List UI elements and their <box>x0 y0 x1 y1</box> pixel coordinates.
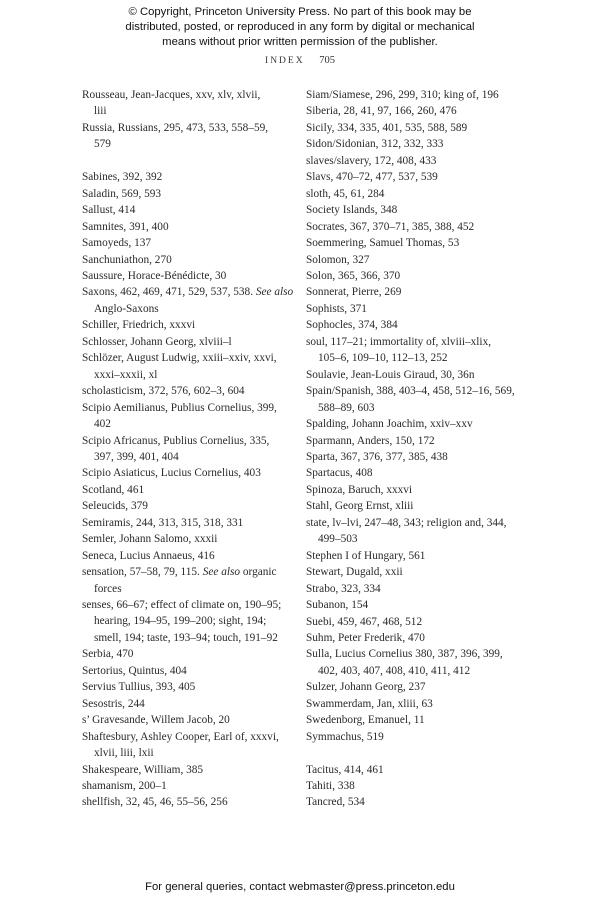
index-entry-line: Rousseau, Jean-Jacques, xxv, xlv, xlvii, <box>82 89 261 101</box>
index-entry <box>306 120 536 136</box>
index-entry-line: Shakespeare, William, 385 <box>82 763 204 776</box>
index-entry-line: Scipio Aemilianus, Publius Cornelius, 399, <box>82 401 277 414</box>
index-entry-continuation: 402 <box>94 418 111 431</box>
index-entry <box>82 87 312 120</box>
index-entry-continuation: xxxi–xxxii, xl <box>94 368 158 381</box>
index-entry-line: Subanon, 154 <box>306 599 369 612</box>
index-entry-line: Sophocles, 374, 384 <box>306 319 398 332</box>
index-entry <box>306 416 536 432</box>
index-entry <box>306 597 536 613</box>
index-entry-line: Soemmering, Samuel Thomas, 53 <box>306 237 460 250</box>
index-entry-line: Symmachus, 519 <box>306 730 384 743</box>
index-entry <box>82 186 312 202</box>
entry-text: organic <box>240 566 277 579</box>
index-entry-line: Spartacus, 408 <box>306 467 373 480</box>
index-entry-line: Slavs, 470–72, 477, 537, 539 <box>306 171 438 184</box>
index-entry-continuation: smell, 194; taste, 193–94; touch, 191–92 <box>94 631 278 644</box>
index-entry-line: Spinoza, Baruch, xxxvi <box>306 483 413 496</box>
index-entry <box>306 449 536 465</box>
see-also-label: See also <box>202 566 241 579</box>
index-entry-line: Sicily, 334, 335, 401, 535, 588, 589 <box>306 121 468 134</box>
index-entry <box>306 729 536 745</box>
index-entry <box>306 87 536 103</box>
index-entry <box>306 202 536 218</box>
index-entry <box>306 548 536 564</box>
index-entry-line: slaves/slavery, 172, 408, 433 <box>306 154 437 167</box>
index-entry <box>306 564 536 580</box>
index-entry-line: Stewart, Dugald, xxii <box>306 566 403 579</box>
running-head <box>0 55 600 66</box>
index-entry-line: Sparmann, Anders, 150, 172 <box>306 434 435 447</box>
index-entry-line: Sulla, Lucius Cornelius 380, 387, 396, 399, <box>306 648 503 661</box>
index-entry <box>82 498 312 514</box>
index-entry <box>82 564 312 597</box>
index-entry-line: Saladin, 569, 593 <box>82 187 162 200</box>
index-entry-line: Solomon, 327 <box>306 253 370 266</box>
index-entry-line: Scotland, 461 <box>82 483 145 496</box>
index-entry <box>306 383 536 416</box>
index-entry-line: Swammerdam, Jan, xliii, 63 <box>306 697 433 710</box>
index-entry <box>306 169 536 185</box>
index-entry <box>82 334 312 350</box>
index-entry-line: Schlözer, August Ludwig, xxiii–xxiv, xxvi, <box>82 352 277 365</box>
index-entry <box>306 136 536 152</box>
index-entry <box>82 778 312 794</box>
index-entry <box>306 219 536 235</box>
index-entry-line: Sallust, 414 <box>82 204 136 217</box>
index-entry-line: Sulzer, Johann Georg, 237 <box>306 681 426 694</box>
index-entry-line: sloth, 45, 61, 284 <box>306 187 385 200</box>
copyright-line: means without prior written permission of the publisher. <box>162 36 438 49</box>
index-entry <box>306 712 536 728</box>
index-entry-line: Sidon/Sidonian, 312, 332, 333 <box>306 138 444 151</box>
index-entry <box>306 153 536 169</box>
index-entry <box>82 515 312 531</box>
index-entry <box>82 202 312 218</box>
letter-group-gap <box>306 745 536 761</box>
index-entry <box>82 646 312 662</box>
copyright-line: distributed, posted, or reproduced in any form by digital or mechanical <box>125 21 475 34</box>
index-entry <box>306 515 536 548</box>
index-entry <box>306 317 536 333</box>
index-entry-line: Seleucids, 379 <box>82 500 148 513</box>
index-entry-line: Shaftesbury, Ashley Cooper, Earl of, xxxvi, <box>82 730 279 743</box>
index-entry <box>82 794 312 810</box>
entry-text: Saxons, 462, 469, 471, 529, 537, 538. <box>82 286 256 299</box>
index-entry <box>306 103 536 119</box>
index-entry-line: Spalding, Johann Joachim, xxiv–xxv <box>306 418 473 431</box>
index-entry-line: Sertorius, Quintus, 404 <box>82 664 187 677</box>
index-entry-line: soul, 117–21; immortality of, xlviii–xlix, <box>306 335 492 348</box>
index-entry-line: Sonnerat, Pierre, 269 <box>306 286 402 299</box>
index-entry <box>306 794 536 810</box>
section-title: INDEX <box>265 56 305 66</box>
index-entry-line: scholasticism, 372, 576, 602–3, 604 <box>82 385 245 398</box>
index-entry-line: Tancred, 534 <box>306 796 365 809</box>
index-entry-line: Tahiti, 338 <box>306 780 355 793</box>
index-entry-continuation: 397, 399, 401, 404 <box>94 450 179 463</box>
index-entry <box>306 614 536 630</box>
index-entry <box>306 646 536 679</box>
index-entry-line: s’ Gravesande, Willem Jacob, 20 <box>82 714 230 727</box>
index-entry-line: Samoyeds, 137 <box>82 237 152 250</box>
index-entry-line: Strabo, 323, 334 <box>306 582 381 595</box>
index-entry <box>306 284 536 300</box>
index-entry-line: Suebi, 459, 467, 468, 512 <box>306 615 423 628</box>
index-entry <box>82 762 312 778</box>
index-entry <box>82 400 312 433</box>
index-entry-line: Suhm, Peter Frederik, 470 <box>306 631 425 644</box>
index-entry-line <box>82 284 312 300</box>
entry-text: sensation, 57–58, 79, 115. <box>82 566 203 579</box>
index-entry-line: Siberia, 28, 41, 97, 166, 260, 476 <box>306 105 457 118</box>
index-entry <box>306 778 536 794</box>
index-entry-line: Siam/Siamese, 296, 299, 310; king of, 196 <box>306 89 499 101</box>
index-entry-continuation: forces <box>94 582 122 595</box>
index-entry-line: Sanchuniathon, 270 <box>82 253 172 266</box>
index-entry-continuation: Anglo-Saxons <box>94 302 159 315</box>
index-entry-line: Socrates, 367, 370–71, 385, 388, 452 <box>306 220 475 233</box>
index-entry-line: Serbia, 470 <box>82 648 134 661</box>
index-entry <box>82 482 312 498</box>
index-entry <box>306 581 536 597</box>
index-entry <box>306 235 536 251</box>
index-entry-line: Sparta, 367, 376, 377, 385, 438 <box>306 450 448 463</box>
index-entry <box>82 696 312 712</box>
index-entry <box>306 630 536 646</box>
index-column-right <box>306 87 536 811</box>
index-entry <box>82 169 312 185</box>
index-entry-continuation: 499–503 <box>318 533 358 546</box>
index-column-left <box>82 87 312 811</box>
index-entry <box>306 334 536 367</box>
index-entry-line: Semler, Johann Salomo, xxxii <box>82 533 218 546</box>
index-entry <box>306 762 536 778</box>
copyright-notice <box>0 5 600 51</box>
index-entry-line: Society Islands, 348 <box>306 204 398 217</box>
index-entry-continuation: hearing, 194–95, 199–200; sight, 194; <box>94 615 267 628</box>
page-number: 705 <box>319 55 335 66</box>
index-entry-continuation: 402, 403, 407, 408, 410, 411, 412 <box>318 664 471 677</box>
index-entry-line: Sophists, 371 <box>306 302 367 315</box>
index-entry-line: Stephen I of Hungary, 561 <box>306 549 426 562</box>
index-entry-continuation: 579 <box>94 138 111 151</box>
index-entry-line: Saussure, Horace-Bénédicte, 30 <box>82 269 227 282</box>
copyright-line: © Copyright, Princeton University Press. No part of this book may be <box>128 6 472 18</box>
index-entry <box>82 597 312 646</box>
index-entry-line: Scipio Africanus, Publius Cornelius, 335, <box>82 434 270 447</box>
index-entry-line: Scipio Asiaticus, Lucius Cornelius, 403 <box>82 467 261 480</box>
index-entry <box>82 317 312 333</box>
index-entry <box>82 712 312 728</box>
index-entry-continuation: liii <box>94 105 107 118</box>
index-entry-continuation: 105–6, 109–10, 112–13, 252 <box>318 352 448 365</box>
index-entry <box>306 252 536 268</box>
index-entry <box>306 367 536 383</box>
index-entry-line: shellfish, 32, 45, 46, 55–56, 256 <box>82 796 228 809</box>
index-entry <box>82 729 312 762</box>
index-entry-line: Samnites, 391, 400 <box>82 220 169 233</box>
index-entry <box>82 383 312 399</box>
index-entry-line: state, lv–lvi, 247–48, 343; religion and, 344, <box>306 516 507 529</box>
index-entry-line: Solon, 365, 366, 370 <box>306 269 401 282</box>
index-entry-line: Soulavie, Jean-Louis Giraud, 30, 36n <box>306 368 475 381</box>
index-entry <box>82 219 312 235</box>
index-entry-line: Sesostris, 244 <box>82 697 145 710</box>
index-entry-line: Servius Tullius, 393, 405 <box>82 681 196 694</box>
index-entry <box>82 268 312 284</box>
index-entry <box>306 465 536 481</box>
index-entry <box>306 186 536 202</box>
index-entry <box>82 235 312 251</box>
index-entry <box>82 465 312 481</box>
index-entry-line: Schlosser, Johann Georg, xlviii–l <box>82 335 232 348</box>
index-entry <box>306 482 536 498</box>
index-entry-line: senses, 66–67; effect of climate on, 190–95; <box>82 599 282 612</box>
index-entry-line: Stahl, Georg Ernst, xliii <box>306 500 414 513</box>
index-entry <box>306 268 536 284</box>
index-entry-line: Semiramis, 244, 313, 315, 318, 331 <box>82 516 244 529</box>
index-entry <box>306 696 536 712</box>
index-entry <box>82 663 312 679</box>
index-entry <box>82 252 312 268</box>
footer-contact: For general queries, contact webmaster@press.princeton.edu <box>145 881 455 893</box>
index-entry <box>306 433 536 449</box>
index-entry-continuation: xlvii, liii, lxii <box>94 747 154 760</box>
index-entry <box>306 679 536 695</box>
index-entry <box>82 531 312 547</box>
index-entry <box>306 301 536 317</box>
index-entry-line <box>82 564 312 580</box>
index-entry <box>82 120 312 153</box>
index-entry-line: Seneca, Lucius Annaeus, 416 <box>82 549 215 562</box>
index-entry-line: Russia, Russians, 295, 473, 533, 558–59, <box>82 121 269 134</box>
index-entry-line: Swedenborg, Emanuel, 11 <box>306 714 425 727</box>
see-also-label: See also <box>255 286 294 299</box>
index-entry <box>82 284 312 317</box>
index-entry-line: Sabines, 392, 392 <box>82 171 163 184</box>
index-entry <box>82 679 312 695</box>
index-entry <box>306 498 536 514</box>
index-entry <box>82 350 312 383</box>
index-entry <box>82 433 312 466</box>
index-entry-line: Schiller, Friedrich, xxxvi <box>82 319 196 332</box>
index-entry-continuation: 588–89, 603 <box>318 401 375 414</box>
letter-group-gap <box>82 153 312 169</box>
index-entry-line: Spain/Spanish, 388, 403–4, 458, 512–16, 569, <box>306 385 515 398</box>
index-entry-line: Tacitus, 414, 461 <box>306 763 384 776</box>
index-entry <box>82 548 312 564</box>
index-entry-line: shamanism, 200–1 <box>82 780 167 793</box>
